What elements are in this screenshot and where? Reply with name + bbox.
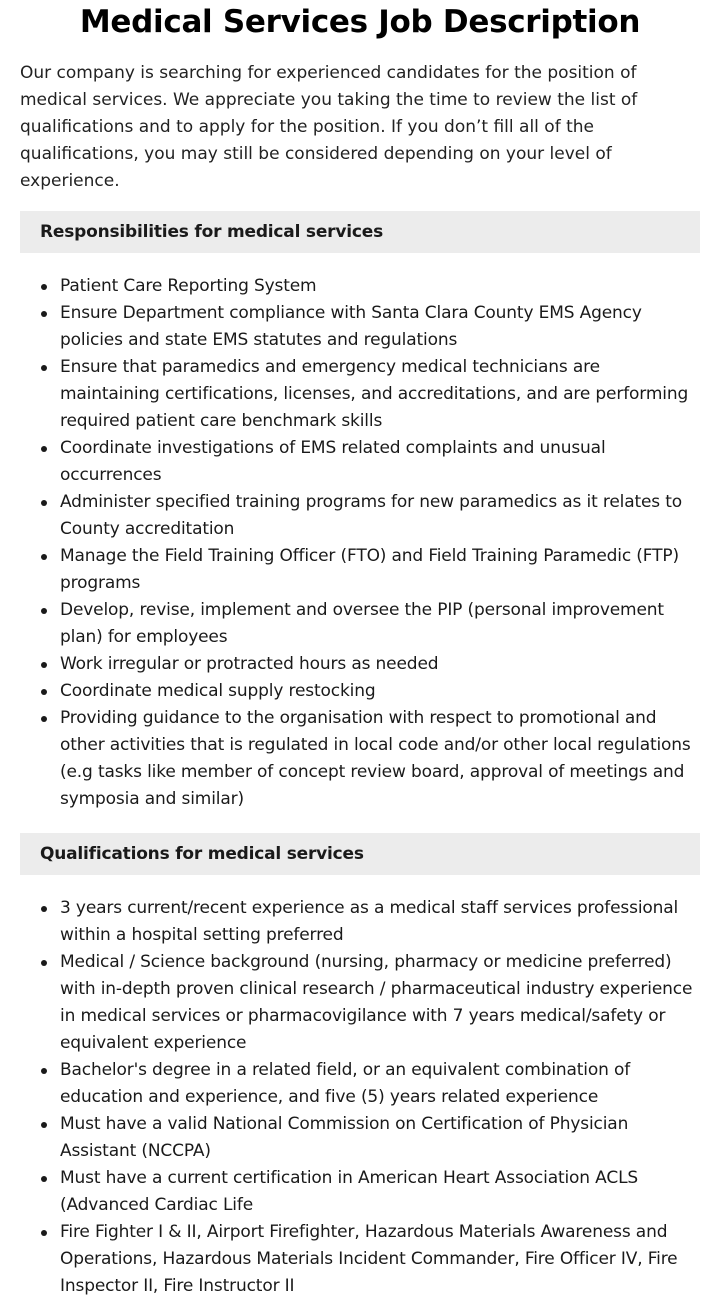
bullet-icon bbox=[41, 716, 47, 722]
list-item bbox=[60, 1165, 700, 1219]
list-item bbox=[60, 1111, 700, 1165]
list-item-text: Manage the Field Training Officer (FTO) and Field Training Paramedic (FTP) programs bbox=[60, 546, 679, 593]
list-item bbox=[60, 543, 700, 597]
qualifications-heading: Qualifications for medical services bbox=[20, 833, 700, 875]
list-item bbox=[60, 435, 700, 489]
list-item bbox=[60, 1057, 700, 1111]
bullet-icon bbox=[41, 1176, 47, 1182]
list-item bbox=[60, 273, 700, 300]
list-item-text: Develop, revise, implement and oversee the PIP (personal improvement plan) for employees bbox=[60, 600, 664, 647]
bullet-icon bbox=[41, 662, 47, 668]
list-item bbox=[60, 1219, 700, 1300]
list-item bbox=[60, 895, 700, 949]
list-item bbox=[60, 597, 700, 651]
bullet-icon bbox=[41, 446, 47, 452]
list-item bbox=[60, 651, 700, 678]
list-item-text: Work irregular or protracted hours as needed bbox=[60, 654, 439, 674]
responsibilities-heading: Responsibilities for medical services bbox=[20, 211, 700, 253]
list-item-text: Patient Care Reporting System bbox=[60, 276, 317, 296]
bullet-icon bbox=[41, 365, 47, 371]
page-title: Medical Services Job Description bbox=[79, 4, 641, 40]
list-item-text: Must have a valid National Commission on Certification of Physician Assistant (NCCPA) bbox=[60, 1114, 629, 1161]
intro-paragraph: Our company is searching for experienced candidates for the position of medical services. We appreciate you taking the time to review the list of qualifications and to apply for the position. If you don’t fill all of the qualifications, you may still be considered depending on your level of experience. bbox=[20, 63, 638, 191]
list-item-text: 3 years current/recent experience as a medical staff services professional within a hospital setting preferred bbox=[60, 898, 679, 945]
bullet-icon bbox=[41, 1230, 47, 1236]
list-item bbox=[60, 354, 700, 435]
bullet-icon bbox=[41, 1122, 47, 1128]
bullet-icon bbox=[41, 1068, 47, 1074]
list-item-text: Must have a current certification in American Heart Association ACLS (Advanced Cardiac Life bbox=[60, 1168, 639, 1215]
list-item bbox=[60, 705, 700, 813]
list-item-text: Ensure that paramedics and emergency medical technicians are maintaining certifications, licenses, and accreditations, and are performing required patient care benchmark skills bbox=[60, 357, 689, 431]
list-item-text: Administer specified training programs for new paramedics as it relates to County accreditation bbox=[60, 492, 683, 539]
list-item bbox=[60, 949, 700, 1057]
list-item-text: Coordinate investigations of EMS related complaints and unusual occurrences bbox=[60, 438, 606, 485]
list-item-text: Ensure Department compliance with Santa Clara County EMS Agency policies and state EMS statutes and regulations bbox=[60, 303, 642, 350]
list-item-text: Coordinate medical supply restocking bbox=[60, 681, 376, 701]
list-item bbox=[60, 489, 700, 543]
bullet-icon bbox=[41, 608, 47, 614]
list-item-text: Bachelor's degree in a related field, or an equivalent combination of education and experience, and five (5) years related experience bbox=[60, 1060, 631, 1107]
qualifications-list bbox=[20, 895, 700, 1300]
bullet-icon bbox=[41, 554, 47, 560]
bullet-icon bbox=[41, 311, 47, 317]
bullet-icon bbox=[41, 906, 47, 912]
bullet-icon bbox=[41, 500, 47, 506]
list-item-text: Medical / Science background (nursing, pharmacy or medicine preferred) with in-depth proven clinical research / pharmaceutical industry experience in medical services or pharmacovigilance with 7 years medical/safety or equivalent experience bbox=[60, 952, 693, 1053]
bullet-icon bbox=[41, 960, 47, 966]
list-item-text: Fire Fighter I & II, Airport Firefighter, Hazardous Materials Awareness and Operations, Hazardous Materials Incident Commander, Fire Officer IV, Fire Inspector II, Fire Instructor II bbox=[60, 1222, 678, 1296]
list-item-text: Providing guidance to the organisation with respect to promotional and other activities that is regulated in local code and/or other local regulations (e.g tasks like member of concept review board, approval of meetings and symposia and similar) bbox=[60, 708, 691, 809]
bullet-icon bbox=[41, 284, 47, 290]
list-item bbox=[60, 678, 700, 705]
responsibilities-list bbox=[20, 273, 700, 813]
bullet-icon bbox=[41, 689, 47, 695]
list-item bbox=[60, 300, 700, 354]
